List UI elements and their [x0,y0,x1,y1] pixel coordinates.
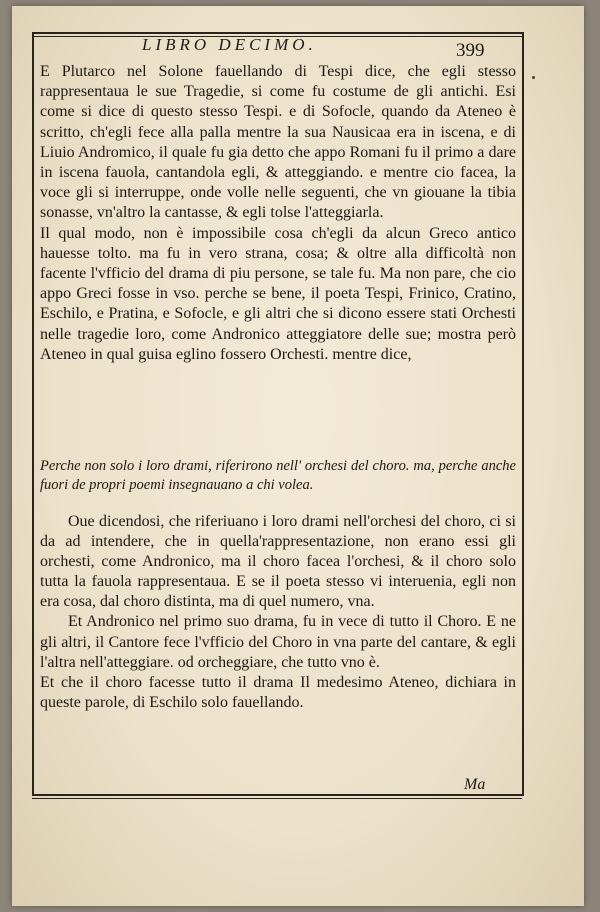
paragraph: Il qual modo, non è impossibile cosa ch'egli da alcun Greco antico hauesse tolto. ma fu in vero strana, cosa; & oltre alla difficoltà non facente l'vfficio del drama di piu persone, se tale fu. Ma non pare, che cio appo Greci fosse in vso. perche se bene, il poeta Tespi, Frinico, Cratino, Eschilo, e Pratina, e Sofocle, e gli altri che si dicono essere stati Orchesti nelle tragedie loro, come Andronico atteggiatore delle sue; mostra però Ateneo in qual guisa eglino fossero Orchesti. mentre dice, [40,224,516,363]
running-title: LIBRO DECIMO. [142,35,317,54]
paragraph: E Plutarco nel Solone fauellando di Tespi dice, che egli stesso rappresentaua le sue Tragedie, si come fu costume de gli antichi. Esi come si dice di questo stesso Tespi. e di Sofocle, quando da Ateneo è scritto, ch'egli fece alla palla mentre la sua Nausicaa era in iscena, e di Liuio Andromico, il quale fu gia detto che appo Romani fu il primo a dare in iscena fauola, cantandola egli, & atteggiando. e mentre cio facea, la voce gli si interruppe, onde volle nelle seguenti, che vn giouane la tibia sonasse, vn'altro la cantasse, & egli tolse l'atteggiarla. [40,63,516,222]
ink-spot [532,76,535,79]
book-page [12,6,584,906]
bottom-rule [32,794,522,796]
bottom-rule-thin [32,798,522,799]
paragraph: Et Andronico nel primo suo drama, fu in vece di tutto il Choro. E ne gli altri, il Cantore fece l'vfficio del Choro in vna parte del cantare, & egli l'altra nell'atteggiare. od orcheggiare, che tutto vno è. [40,613,516,671]
paragraph: Oue dicendosi, che riferiuano i loro drami nell'orchesi del choro, ci si da ad intendere, che in quella'rappresentazione, non erano essi gli orchesti, come Andronico, ma il choro facea l'orchesi, & il choro solo tutta la fauola rappresentaua. E se il poeta stesso vi interuenia, egli non era cosa, dal choro distinta, ma di quel numero, vna. [40,513,516,611]
main-text-upper [40,62,516,365]
italic-quotation: Perche non solo i loro drami, riferirono nell' orchesi del choro. ma, perche anche fuori de propri poemi insegnauano a chi volea. [40,458,516,493]
paragraph: Et che il choro facesse tutto il drama Il medesimo Ateneo, dichiara in queste parole, di Eschilo solo fauellando. [40,673,516,711]
page-number: 399 [456,40,485,61]
main-text-lower [40,512,516,713]
catchword: Ma [464,776,486,793]
